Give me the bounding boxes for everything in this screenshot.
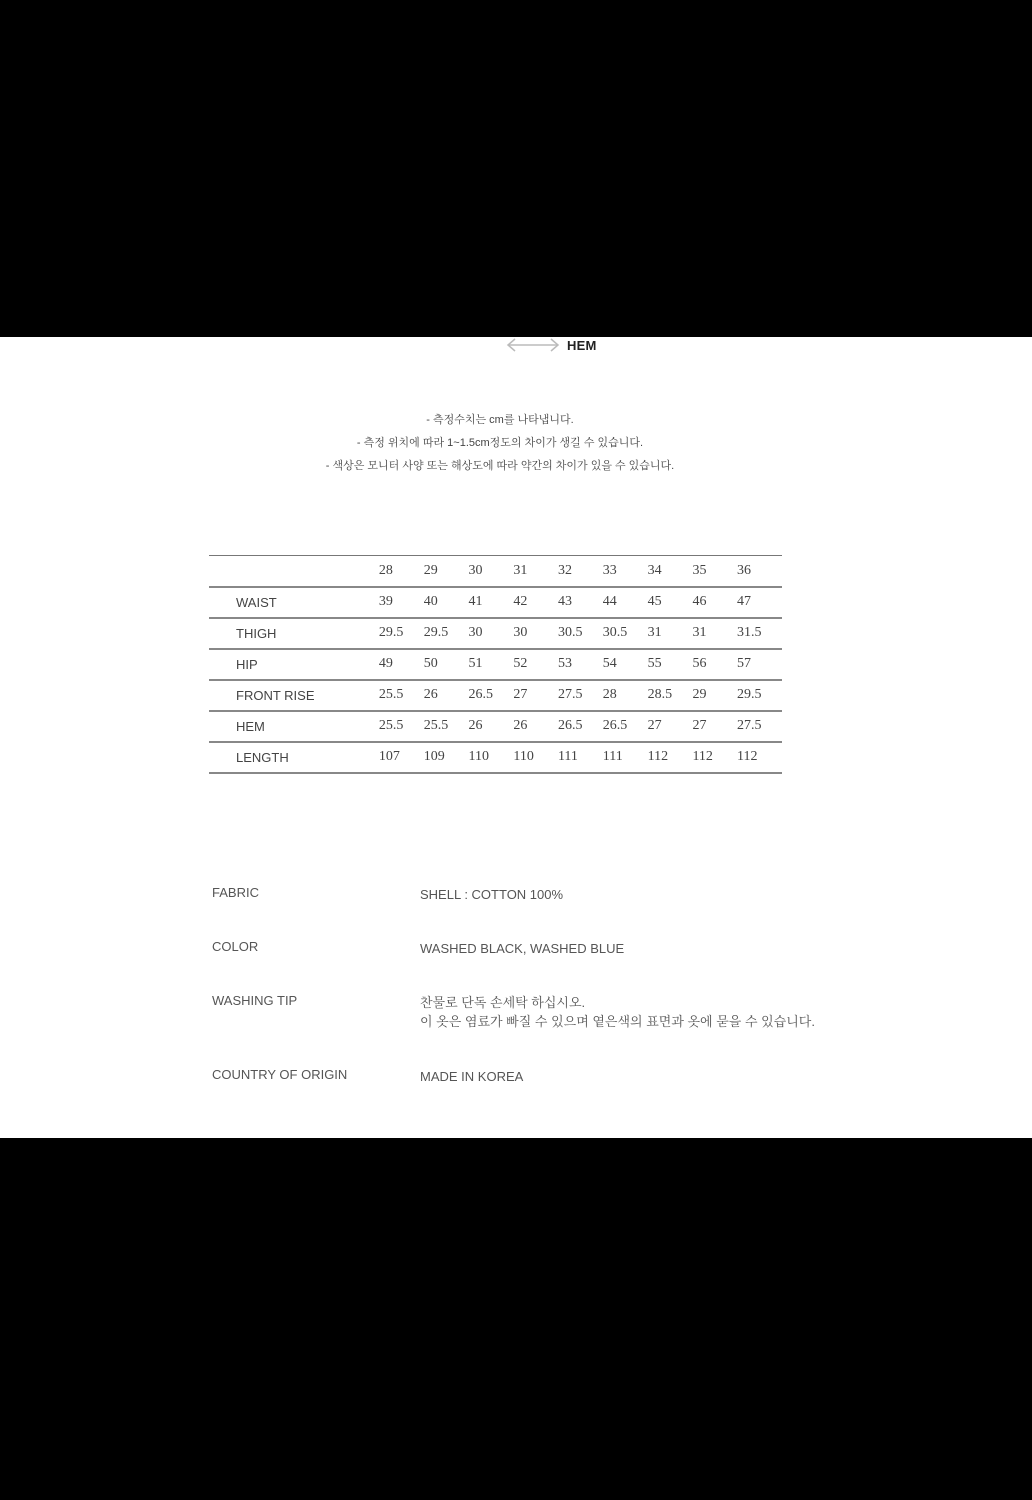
table-cell: 29.5 [737,680,782,711]
table-cell: 29.5 [424,618,469,649]
spec-label: COLOR [212,939,259,954]
table-row [209,618,782,649]
table-cell: 55 [648,649,693,680]
table-row [209,649,782,680]
spec-value [420,939,840,958]
table-cell: 30 [513,618,558,649]
table-cell: 109 [424,742,469,773]
table-cell: 110 [469,742,514,773]
table-cell: 27.5 [737,711,782,742]
table-cell: 25.5 [379,680,424,711]
spec-value [420,885,840,904]
table-cell: 41 [469,587,514,618]
table-cell: 46 [692,587,737,618]
size-header: 33 [603,556,648,587]
spec-label: COUNTRY OF ORIGIN [212,1067,348,1082]
table-cell: 30.5 [603,618,648,649]
table-cell: 26.5 [558,711,603,742]
table-cell: 43 [558,587,603,618]
spec-value [420,1067,840,1086]
table-cell: 50 [424,649,469,680]
table-cell: 107 [379,742,424,773]
size-header: 31 [513,556,558,587]
size-header: 28 [379,556,424,587]
table-cell: 112 [648,742,693,773]
table-cell: 45 [648,587,693,618]
note-line: - 측정수치는 cm를 나타냅니다. [426,414,574,426]
size-header: 36 [737,556,782,587]
table-cell: 30 [469,618,514,649]
measurement-notes [0,409,1000,478]
table-cell: 26 [424,680,469,711]
table-row [209,711,782,742]
table-cell: 42 [513,587,558,618]
table-cell: 30.5 [558,618,603,649]
table-cell: 49 [379,649,424,680]
table-cell: 25.5 [424,711,469,742]
table-cell: 25.5 [379,711,424,742]
table-header-row [209,556,782,587]
double-arrow-icon [505,337,561,353]
row-label: HIP [209,649,379,680]
spec-value-line: WASHED BLACK, WASHED BLUE [420,941,625,956]
table-cell: 40 [424,587,469,618]
table-cell: 110 [513,742,558,773]
spec-value-line: MADE IN KOREA [420,1069,524,1084]
table-cell: 39 [379,587,424,618]
table-cell: 31 [692,618,737,649]
spec-value-line: 찬물로 단독 손세탁 하십시오. [420,995,586,1010]
table-cell: 29.5 [379,618,424,649]
table-cell: 26 [469,711,514,742]
table-cell: 54 [603,649,648,680]
table-cell: 51 [469,649,514,680]
row-label: WAIST [209,587,379,618]
row-label: LENGTH [209,742,379,773]
spec-value-line: SHELL : COTTON 100% [420,887,564,902]
hem-diagram-label [505,337,597,353]
table-cell: 26.5 [603,711,648,742]
table-cell: 28 [603,680,648,711]
table-cell: 44 [603,587,648,618]
table-cell: 56 [692,649,737,680]
table-cell: 31.5 [737,618,782,649]
table-cell: 28.5 [648,680,693,711]
size-header: 30 [469,556,514,587]
row-label: HEM [209,711,379,742]
table-cell: 111 [558,742,603,773]
note-line: - 측정 위치에 따라 1~1.5cm정도의 차이가 생길 수 있습니다. [356,437,644,449]
table-cell: 29 [692,680,737,711]
table-cell: 112 [692,742,737,773]
spec-value [420,993,840,1031]
size-header: 35 [692,556,737,587]
table-row [209,742,782,773]
table-cell: 57 [737,649,782,680]
spec-label: WASHING TIP [212,993,298,1008]
size-header: 29 [424,556,469,587]
hem-label: HEM [567,337,597,353]
row-label: FRONT RISE [209,680,379,711]
table-cell: 47 [737,587,782,618]
table-cell: 26 [513,711,558,742]
table-row [209,680,782,711]
row-label: THIGH [209,618,379,649]
spec-value-line: 이 옷은 염료가 빠질 수 있으며 옅은색의 표면과 옷에 묻을 수 있습니다. [420,1014,815,1029]
size-guide-sheet [0,337,1032,1138]
table-cell: 27 [513,680,558,711]
table-cell: 31 [648,618,693,649]
table-cell: 26.5 [469,680,514,711]
table-cell: 53 [558,649,603,680]
table-cell: 27 [692,711,737,742]
note-line: - 색상은 모니터 사양 또는 해상도에 따라 약간의 차이가 있을 수 있습니다. [325,460,675,472]
table-row [209,587,782,618]
table-cell: 27 [648,711,693,742]
table-cell: 112 [737,742,782,773]
spec-label: FABRIC [212,885,259,900]
table-cell: 52 [513,649,558,680]
table-cell: 111 [603,742,648,773]
size-table [209,555,782,774]
table-cell: 27.5 [558,680,603,711]
size-header: 34 [648,556,693,587]
size-header: 32 [558,556,603,587]
